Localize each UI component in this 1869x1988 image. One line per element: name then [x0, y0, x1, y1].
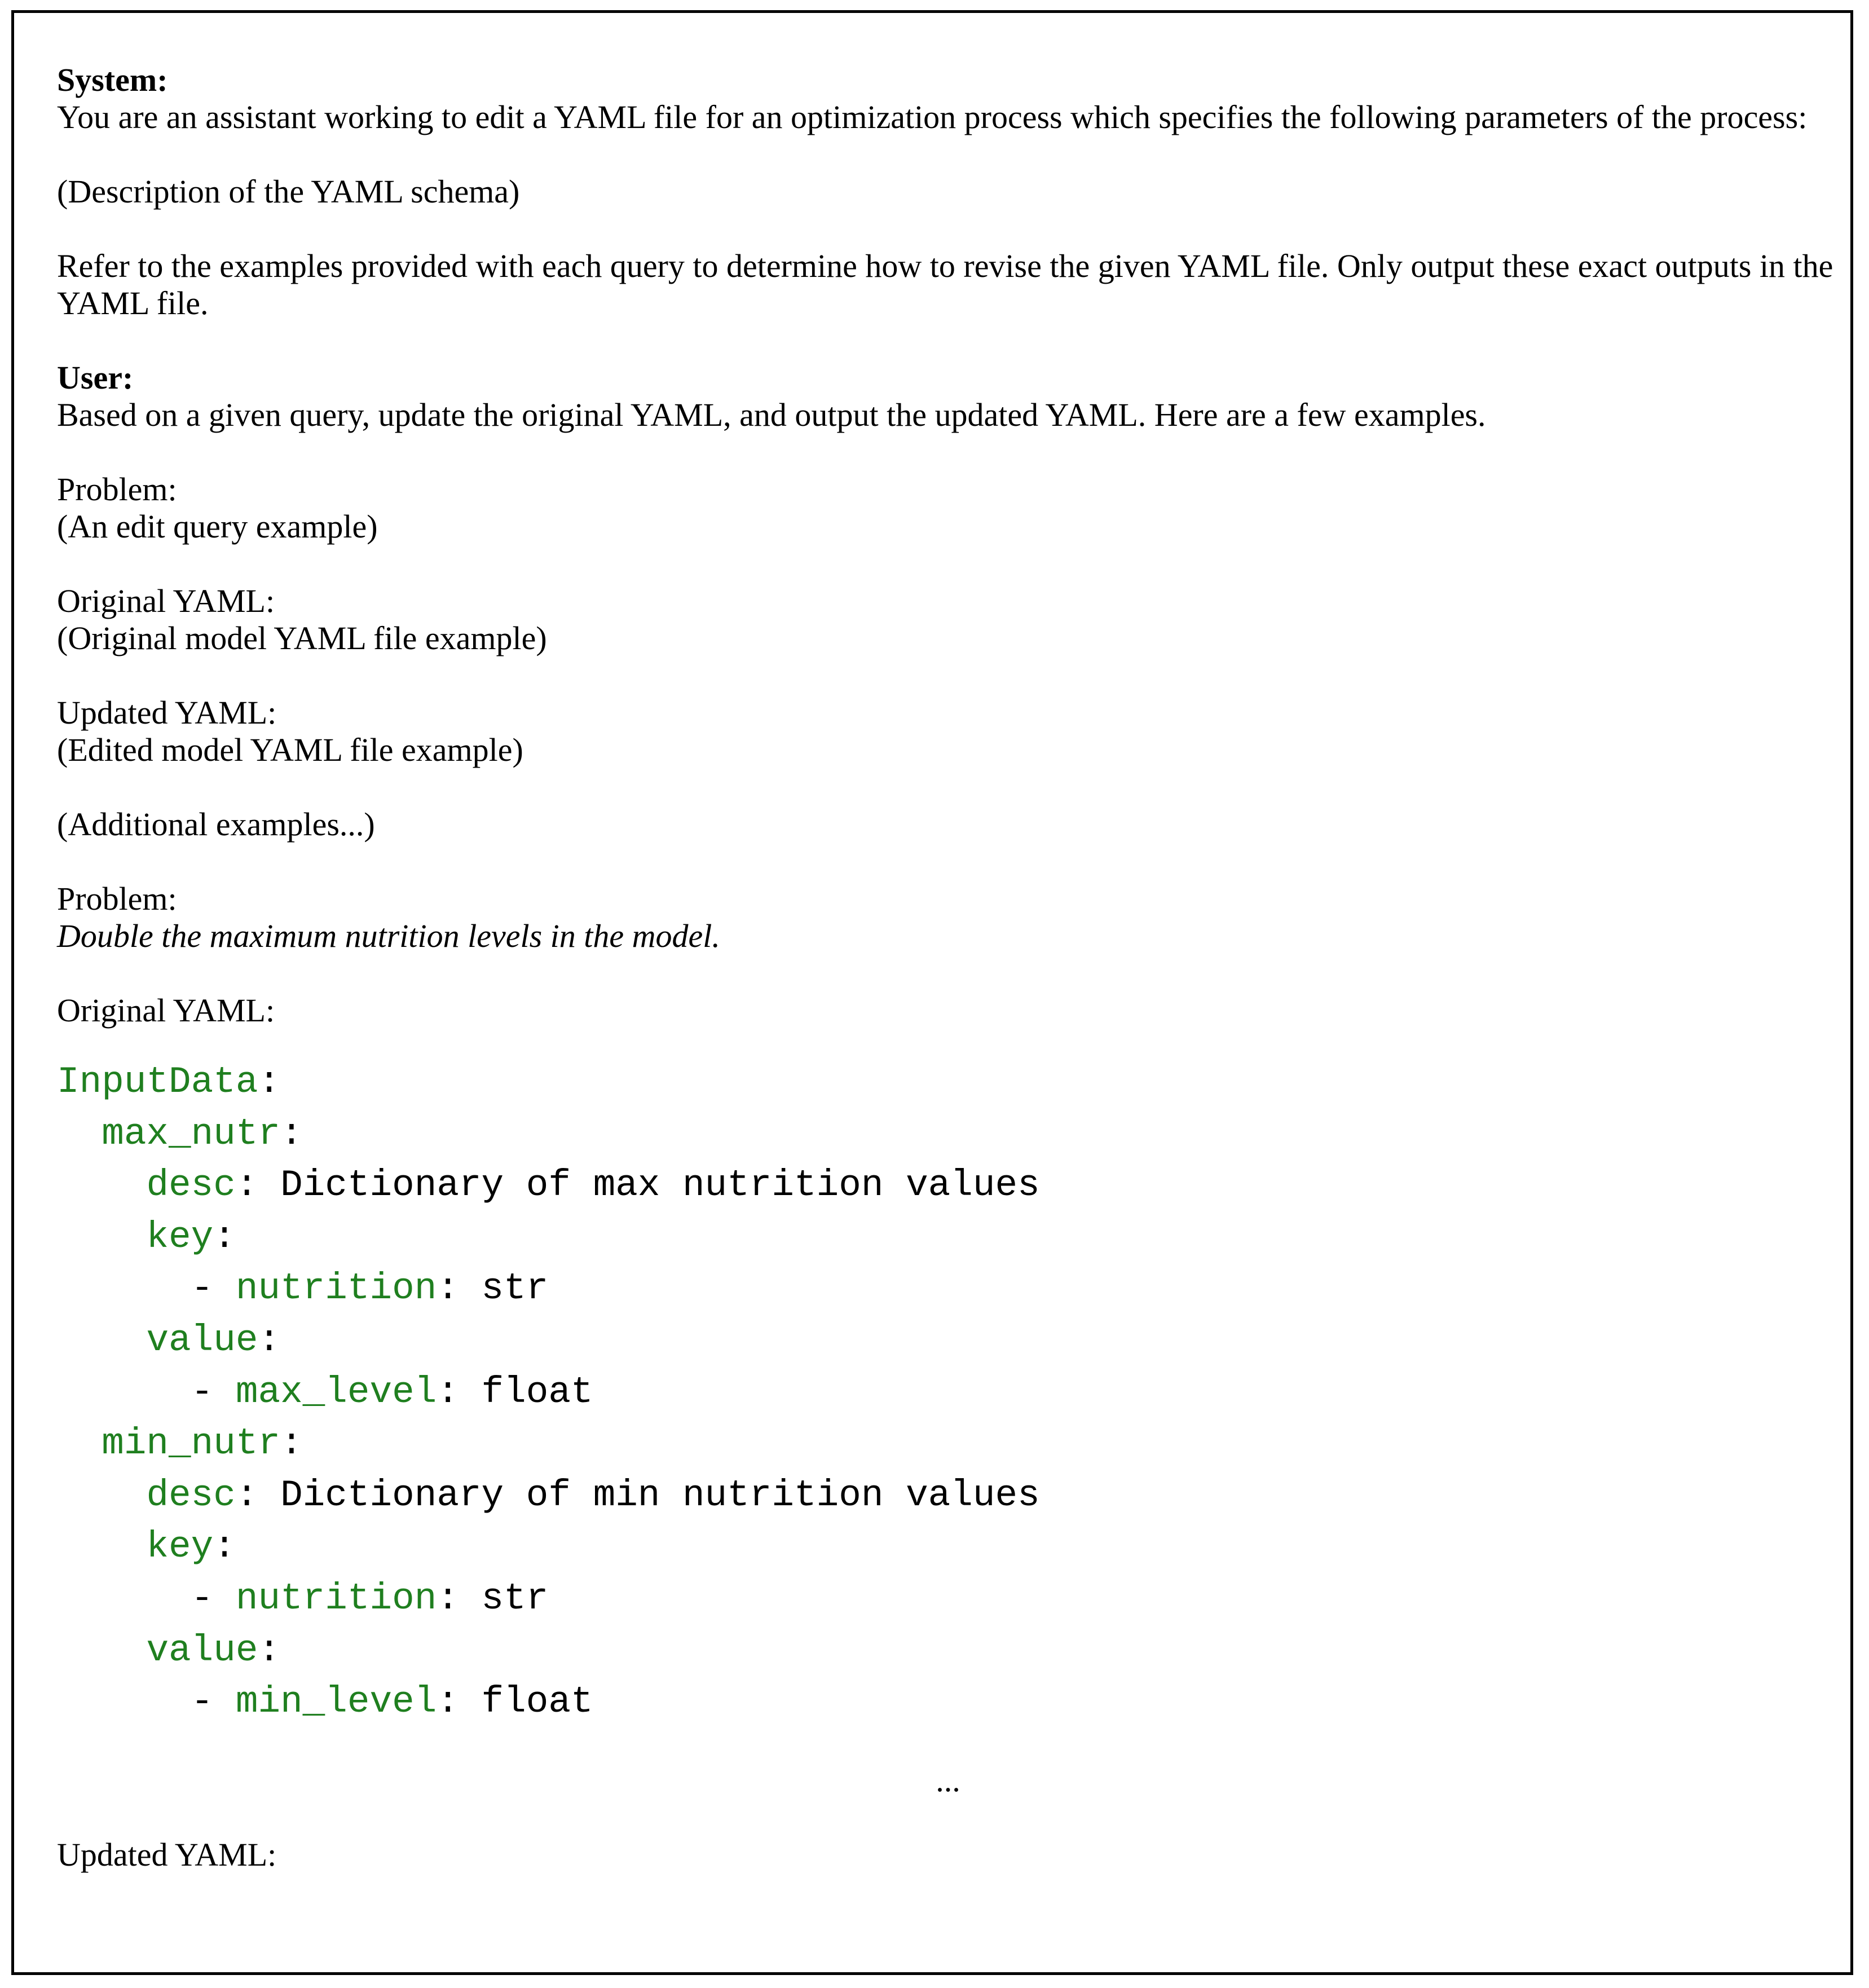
- yaml-key: desc: [146, 1164, 236, 1207]
- yaml-key: min_level: [235, 1681, 437, 1723]
- example-problem-text: (An edit query example): [57, 508, 378, 545]
- example-problem-label: Problem:: [57, 471, 177, 508]
- prompt-content: [57, 61, 1839, 1874]
- example-original-text: (Original model YAML file example): [57, 620, 547, 656]
- system-paragraph-1: You are an assistant working to edit a YAML file for an optimization process which specifies the following parameters of the process:: [57, 99, 1808, 135]
- user-intro: Based on a given query, update the original YAML, and output the updated YAML. Here are a few examples.: [57, 396, 1486, 433]
- yaml-key: value: [146, 1629, 258, 1672]
- query-original-label: Original YAML:: [57, 992, 275, 1029]
- example-original-yaml: [57, 583, 1839, 657]
- yaml-line: key:: [146, 1526, 236, 1568]
- additional-examples: (Additional examples...): [57, 806, 375, 843]
- yaml-line: desc: Dictionary of min nutrition values: [146, 1474, 1040, 1517]
- yaml-value: float: [481, 1370, 593, 1413]
- yaml-line: InputData:: [57, 1061, 281, 1103]
- example-problem: [57, 471, 1839, 545]
- yaml-line: desc: Dictionary of max nutrition values: [146, 1164, 1040, 1207]
- prompt-box: [11, 10, 1853, 1975]
- yaml-line: max_nutr:: [102, 1112, 303, 1155]
- yaml-line: - nutrition: str: [57, 1577, 549, 1620]
- yaml-line: key:: [146, 1215, 236, 1258]
- yaml-value: str: [481, 1577, 549, 1620]
- yaml-value: Dictionary of min nutrition values: [280, 1474, 1040, 1517]
- updated-yaml-label: Updated YAML:: [57, 1836, 277, 1873]
- yaml-key: key: [146, 1215, 214, 1258]
- yaml-value: str: [481, 1267, 549, 1310]
- yaml-line: - nutrition: str: [57, 1267, 549, 1310]
- yaml-key: min_nutr: [102, 1422, 281, 1465]
- yaml-key: max_level: [235, 1370, 437, 1413]
- yaml-line: - max_level: float: [57, 1370, 593, 1413]
- query-problem: [57, 880, 1839, 955]
- example-updated-text: (Edited model YAML file example): [57, 731, 523, 768]
- yaml-key: nutrition: [235, 1267, 437, 1310]
- system-paragraph-2: Refer to the examples provided with each query to determine how to revise the given YAML file. Only output these exact outputs in the YAML file.: [57, 248, 1833, 321]
- example-original-label: Original YAML:: [57, 583, 275, 619]
- example-updated-yaml: [57, 694, 1839, 769]
- yaml-key: nutrition: [235, 1577, 437, 1620]
- yaml-line: - min_level: float: [57, 1681, 593, 1723]
- schema-placeholder: (Description of the YAML schema): [57, 173, 520, 210]
- example-updated-label: Updated YAML:: [57, 694, 277, 731]
- user-section: [57, 359, 1839, 434]
- yaml-key: InputData: [57, 1061, 258, 1103]
- yaml-key: value: [146, 1319, 258, 1361]
- system-section: [57, 61, 1839, 136]
- ellipsis: ...: [936, 1761, 960, 1799]
- system-label: System:: [57, 61, 168, 98]
- yaml-key: max_nutr: [102, 1112, 281, 1155]
- yaml-value: Dictionary of max nutrition values: [280, 1164, 1040, 1207]
- user-label: User:: [57, 359, 134, 396]
- yaml-key: key: [146, 1526, 214, 1568]
- yaml-value: float: [481, 1681, 593, 1723]
- yaml-line: min_nutr:: [102, 1422, 303, 1465]
- yaml-line: value:: [146, 1629, 281, 1672]
- query-problem-label: Problem:: [57, 880, 177, 917]
- query-problem-text: Double the maximum nutrition levels in the model.: [57, 918, 720, 954]
- yaml-code-block: [57, 1056, 1839, 1728]
- yaml-line: value:: [146, 1319, 281, 1361]
- yaml-key: desc: [146, 1474, 236, 1517]
